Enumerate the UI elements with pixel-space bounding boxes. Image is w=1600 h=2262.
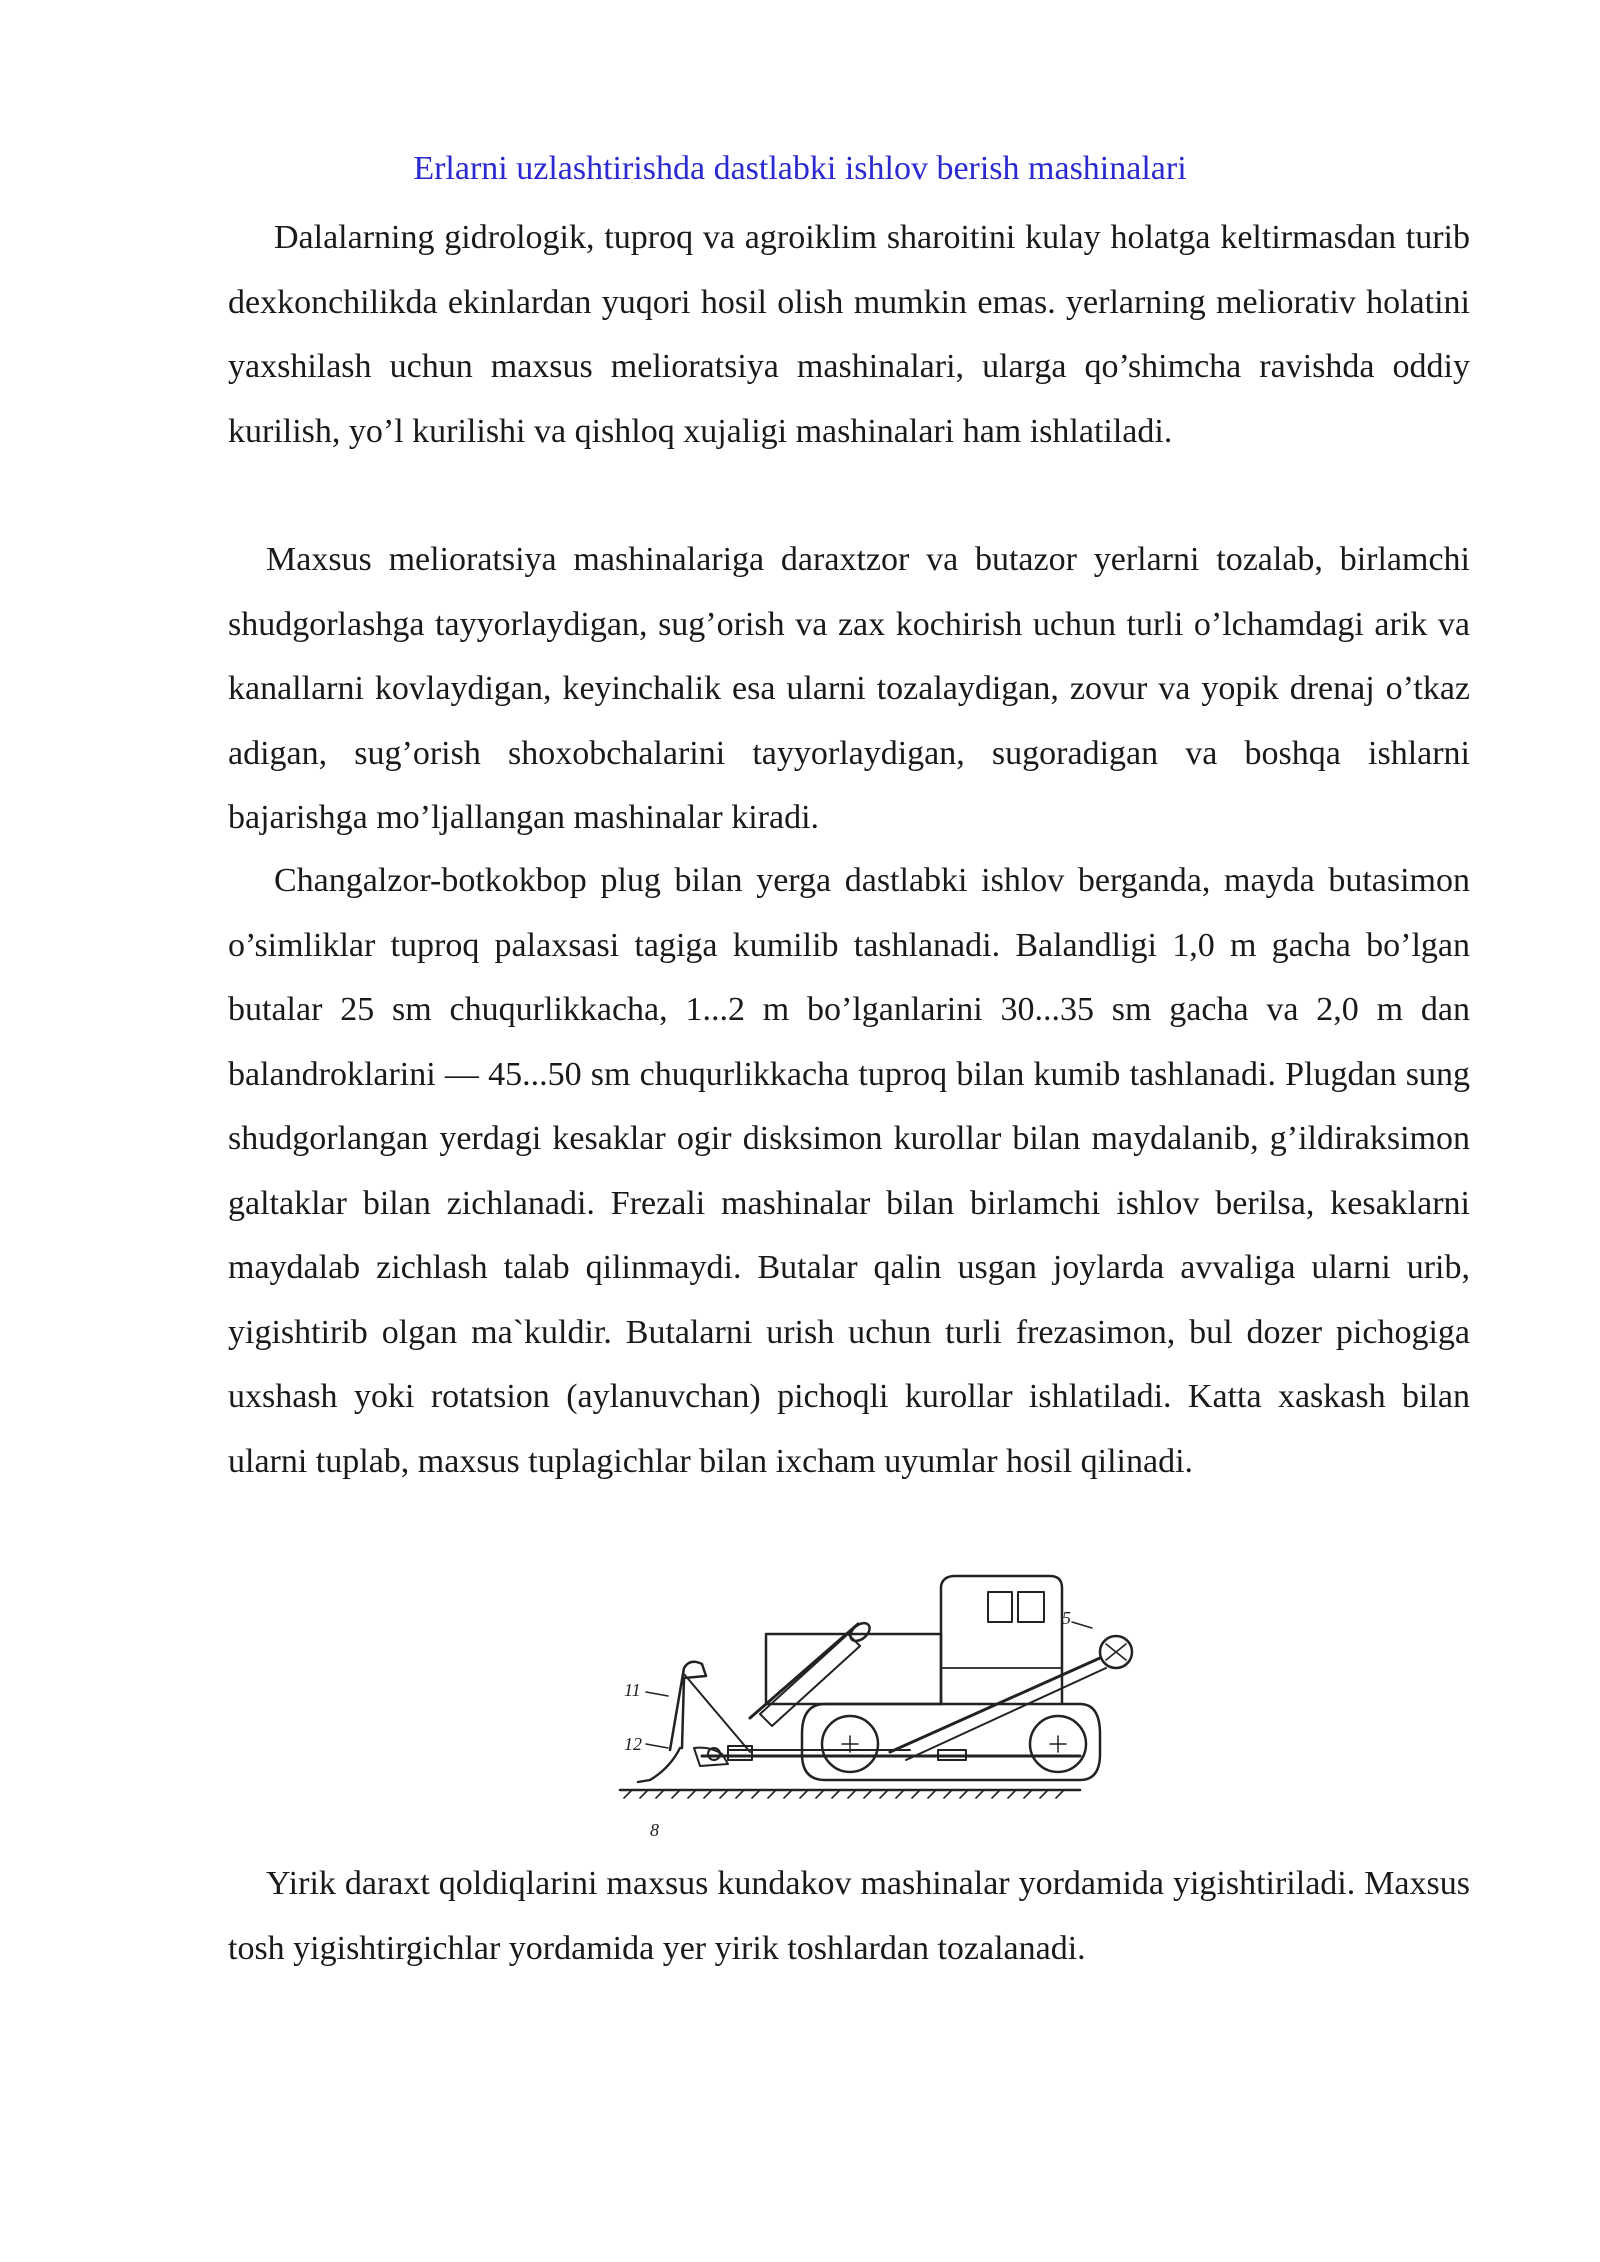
figure-label-5: 5 xyxy=(1062,1608,1071,1628)
figure-label-8: 8 xyxy=(650,1820,659,1840)
figure-label-12: 12 xyxy=(624,1734,642,1754)
document-title: Erlarni uzlashtirishda dastlabki ishlov berish mashinalari xyxy=(413,150,1187,187)
engine-hood xyxy=(766,1634,941,1704)
figure-label-11: 11 xyxy=(624,1680,641,1700)
tractor-plough-drawing xyxy=(610,1568,1170,1848)
plough-share xyxy=(638,1748,680,1782)
paragraph-3: Changalzor-botkokbop plug bilan yerga dastlabki ishlov berganda, mayda butasimon o’simliklar tuproq palaxsasi tagiga kumilib tashlanadi. Balandligi 1,0 m gacha bo’lgan butalar 25 sm chuqurlikkacha, 1...2 m bo’lganlarini 30...35 sm gacha va 2,0 m dan balandroklarini — 45...50 sm chuqurlikkacha tuproq bilan kumib tashlanadi. Plugdan sung shudgorlangan yerdagi kesaklar ogir disksimon kurollar bilan maydalanib, g’ildiraksimon galtaklar bilan zichlanadi. Frezali mashinalar bilan birlamchi ishlov berilsa, kesaklarni maydalab zichlash talab qilinmaydi. Butalar qalin usgan joylarda avvaliga ularni urib, yigishtirib olgan ma`kuldir. Butalarni urish uchun turli frezasimon, bul dozer pichogiga uxshash yoki rotatsion (aylanuvchan) pichoqli kurollar ishlatiladi. Katta xaskash bilan ularni tuplab, maxsus tuplagichlar bilan ixcham uyumlar hosil qilinadi. xyxy=(228,862,1470,1480)
machine-figure xyxy=(610,1568,1170,1848)
paragraph-4: Yirik daraxt qoldiqlarini maxsus kundakov mashinalar yordamida yigishtiriladi. Maxsus tosh yigishtirgichlar yordamida yer yirik toshlardan tozalanadi. xyxy=(228,1865,1470,1967)
paragraph-1: Dalalarning gidrologik, tuproq va agroiklim sharoitini kulay holatga keltirmasdan turib dexkonchilikda ekinlardan yuqori hosil olish mumkin emas. yerlarning meliorativ holatini yaxshilash uchun maxsus melioratsiya mashinalari, ularga qo’shimcha ravishda oddiy kurilish, yo’l kurilishi va qishloq xujaligi mashinalari ham ishlatiladi. xyxy=(228,219,1470,450)
paragraph-2: Maxsus melioratsiya mashinalariga daraxtzor va butazor yerlarni tozalab, birlamchi shudgorlashga tayyorlaydigan, sug’orish va zax kochirish uchun turli o’lchamdagi arik va kanallarni kovlaydigan, keyinchalik esa ularni tozalaydigan, zovur va yopik drenaj o’tkaz adigan, sug’orish shoxobchalarini tayyorlaydigan, sugoradigan va boshqa ishlarni bajarishga mo’ljallangan mashinalar kiradi. xyxy=(228,541,1470,836)
plough-arm xyxy=(670,1662,706,1750)
